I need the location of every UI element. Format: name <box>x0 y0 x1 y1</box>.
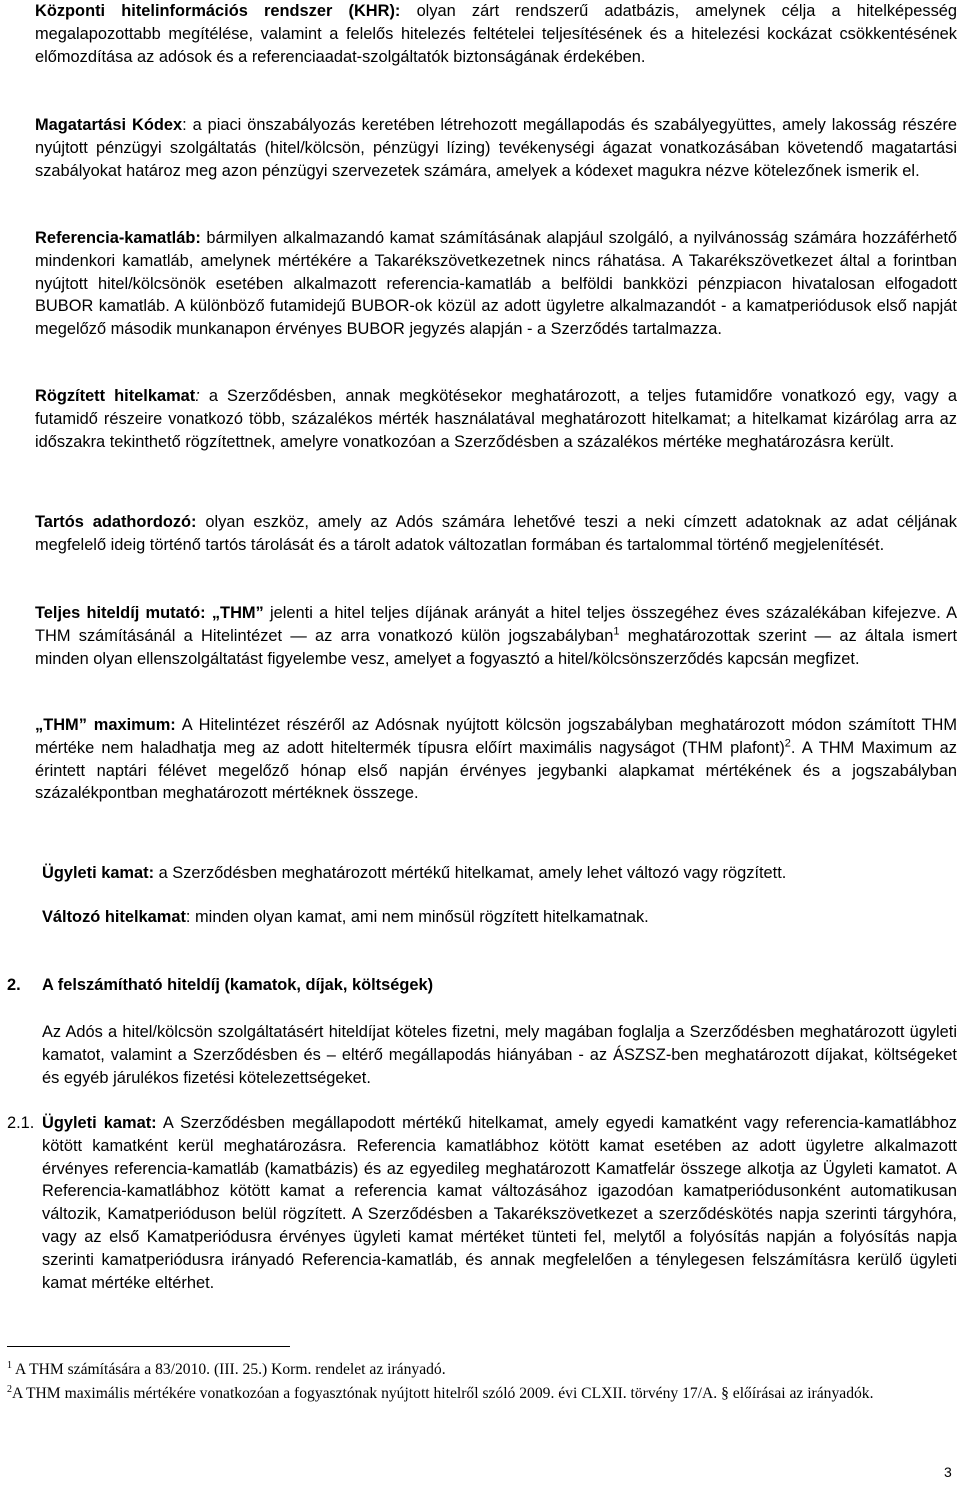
term-referencia: Referencia-kamatláb: <box>35 229 201 247</box>
section-number-2: 2. <box>7 976 21 994</box>
definition-kodex <box>35 114 957 182</box>
term-rogzitett: Rögzített hitelkamat <box>35 387 196 405</box>
term-thm-maximum: „THM” maximum: <box>35 716 176 734</box>
section-2-text <box>42 1021 957 1089</box>
definition-tartos-text: olyan eszköz, amely az Adós számára lehetővé teszi a neki címzett adatoknak az adat céljának megfelelő ideig történő tartós tárolását és a tárolt adatok változatlan formában és tartalommal történő megjelenítését. <box>35 513 957 554</box>
definition-thm-maximum-text1: A Hitelintézet részéről az Adósnak nyújtott kölcsön jogszabályban meghatározott módon számított THM mértéke nem haladhatja meg az adott hiteltermék típusra előírt maximális nagyságot (THM plafont) <box>35 716 957 757</box>
definition-khr <box>35 0 957 68</box>
footnote-2 <box>7 1384 957 1404</box>
section-2-1-body: A Szerződésben megállapodott mértékű hitelkamat, amely egyedi kamatként vagy referencia-kamatlábhoz kötött kamatként kerül meghatározásra. Referencia kamatlábhoz kötött kamat esetében az adott ügyletre alkalmazott érvényes referencia-kamatláb (kamatbázis) és az egyedileg meghatározott Kamatfelár összege alkotja az Ügyleti kamatot. A Referencia-kamatlábhoz kötött kamat a referencia kamat változásához igazodóan kamatperiódusonként automatikusan változik, Kamatperióduson belül rögzített. A Szerződésben a Takarékszövetkezet a szerződéskötés napja szerinti tárgyhóra, vagy az első Kamatperiódusra érvényes ügyleti kamat mértéket tünteti fel, melytől a folyósítás napján a folyósítás napja szerinti kamatperiódusra irányadó Referencia-kamatláb, és annak megfelelően a ténylegesen felszámításra kerülő ügyleti kamat mértéke eltérhet. <box>42 1114 957 1292</box>
footnote-ref-1[interactable]: 1 <box>613 625 620 638</box>
definition-valtozo <box>42 906 957 929</box>
term-ugyleti: Ügyleti kamat: <box>42 864 155 882</box>
definition-ugyleti <box>42 862 957 885</box>
definition-tartos <box>35 511 957 557</box>
definition-thm-text2: meghatározottak szerint — az általa ismert minden olyan ellenszolgáltatást figyelembe vesz, amelyet a fogyasztó a hitel/kölcsönszerződés kapcsán megfizet. <box>35 626 957 668</box>
footnote-ref-2[interactable]: 2 <box>784 737 791 750</box>
term-rogzitett-colon: : <box>195 387 200 405</box>
footnote-1 <box>7 1360 957 1380</box>
section-2-body: Az Adós a hitel/kölcsön szolgáltatásért hiteldíjat köteles fizetni, mely magában foglalja a Szerződésben meghatározott ügyleti kamatot, valamint a Szerződésben és – eltérő megállapodás hiányában - az ÁSZSZ-ben meghatározott díjakat, költségeket és egyéb járulékos fizetési kötelezettségeket. <box>42 1023 957 1087</box>
definition-thm-maximum-text2: . A THM Maximum az érintett naptári félévet megelőző hónap első napján érvényes jegybanki alapkamat mértékének és a jogszabályban százalékpontban meghatározott mértéknek összege. <box>35 738 957 803</box>
page-number: 3 <box>944 1464 952 1480</box>
term-kodex: Magatartási Kódex <box>35 116 183 134</box>
section-heading-2 <box>7 976 433 995</box>
definition-thm-text1: jelenti a hitel teljes díjának arányát a hitel teljes összegéhez éves százalékában kifejezve. A THM számításánál a Hitelintézet — az arra vonatkozó külön jogszabályban <box>35 604 958 645</box>
definition-kodex-text: : a piaci önszabályozás keretében létrehozott megállapodás és szabályegyüttes, amely lakosság részére nyújtott pénzügyi szolgáltatás (hitel/kölcsön, pénzügyi lízing) tevékenységi ágazat vonatkozásában követendő magatartási szabályokat határoz meg azon pénzügyi szervezetek számára, amelyek a kódexet magukra nézve kötelezőnek ismerik el. <box>35 116 957 180</box>
footnote-separator <box>7 1346 290 1347</box>
footnote-2-text: A THM maximális mértékére vonatkozóan a fogyasztónak nyújtott hitelről szóló 2009. évi CLXII. törvény 17/A. § előírásai az irányadók. <box>12 1385 874 1402</box>
definition-thm-maximum <box>35 714 957 805</box>
definition-valtozo-text: : minden olyan kamat, ami nem minősül rögzített hitelkamatnak. <box>185 908 649 926</box>
definition-khr-text: olyan zárt rendszerű adatbázis, amelynek célja a hitelképesség megalapozottabb megítélése, valamint a felelős hitelezés feltételei teljesítésének és a hitelezési kockázat csökkentésének előmozdítása az adósok és a referenciaadat-szolgáltatók biztonságának érdekében. <box>35 2 958 66</box>
section-number-2-1: 2.1. <box>7 1114 35 1132</box>
footnote-mark-2: 2 <box>7 1383 12 1395</box>
definition-rogzitett-text: a Szerződésben, annak megkötésekor meghatározott, a teljes futamidőre vonatkozó egy, vagy a futamidő részeire vonatkozó több, százalékos mérték használatával meghatározott hitelkamat; a hitelkamat kizárólag arra az időszakra tekinthető rögzítettnek, amelyre vonatkozóan a Szerződésben a százalékos mértéke meghatározásra került. <box>35 387 957 451</box>
term-khr: Központi hitelinformációs rendszer (KHR): <box>35 2 401 20</box>
definition-rogzitett <box>35 385 957 453</box>
term-valtozo: Változó hitelkamat <box>42 908 186 926</box>
footnote-mark-1: 1 <box>7 1359 12 1371</box>
term-tartos: Tartós adathordozó: <box>35 513 197 531</box>
section-title-2: A felszámítható hiteldíj (kamatok, díjak, költségek) <box>42 976 434 994</box>
term-thm: Teljes hiteldíj mutató: „THM” <box>35 604 264 622</box>
definition-referencia <box>35 227 957 341</box>
section-2-1-text <box>42 1112 957 1294</box>
definition-referencia-text: bármilyen alkalmazandó kamat számításának alapjául szolgáló, a nyilvánosság számára hozzáférhető mindenkori kamatláb, amelynek mértékére a Takarékszövetkezetnek nincs ráhatása. A Takarékszövetkezet által a forintban nyújtott hitel/kölcsönök esetében alkalmazott referencia-kamatláb a belföldi bankközi pénzpiacon hivatalosan elfogadott BUBOR kamatláb. A különböző futamidejű BUBOR-ok közül az adott ügyletre alkalmazandót - a kamatperiódusok első napját megelőző második munkanapon érvényes BUBOR jegyzés alapján - a Szerződés tartalmazza. <box>35 229 957 339</box>
definition-ugyleti-text: a Szerződésben meghatározott mértékű hitelkamat, amely lehet változó vagy rögzített. <box>158 864 787 882</box>
definition-thm <box>35 602 957 670</box>
term-ugyleti-kamat-2-1: Ügyleti kamat: <box>42 1114 157 1132</box>
footnote-1-text: A THM számítására a 83/2010. (III. 25.) Korm. rendelet az irányadó. <box>15 1361 446 1378</box>
